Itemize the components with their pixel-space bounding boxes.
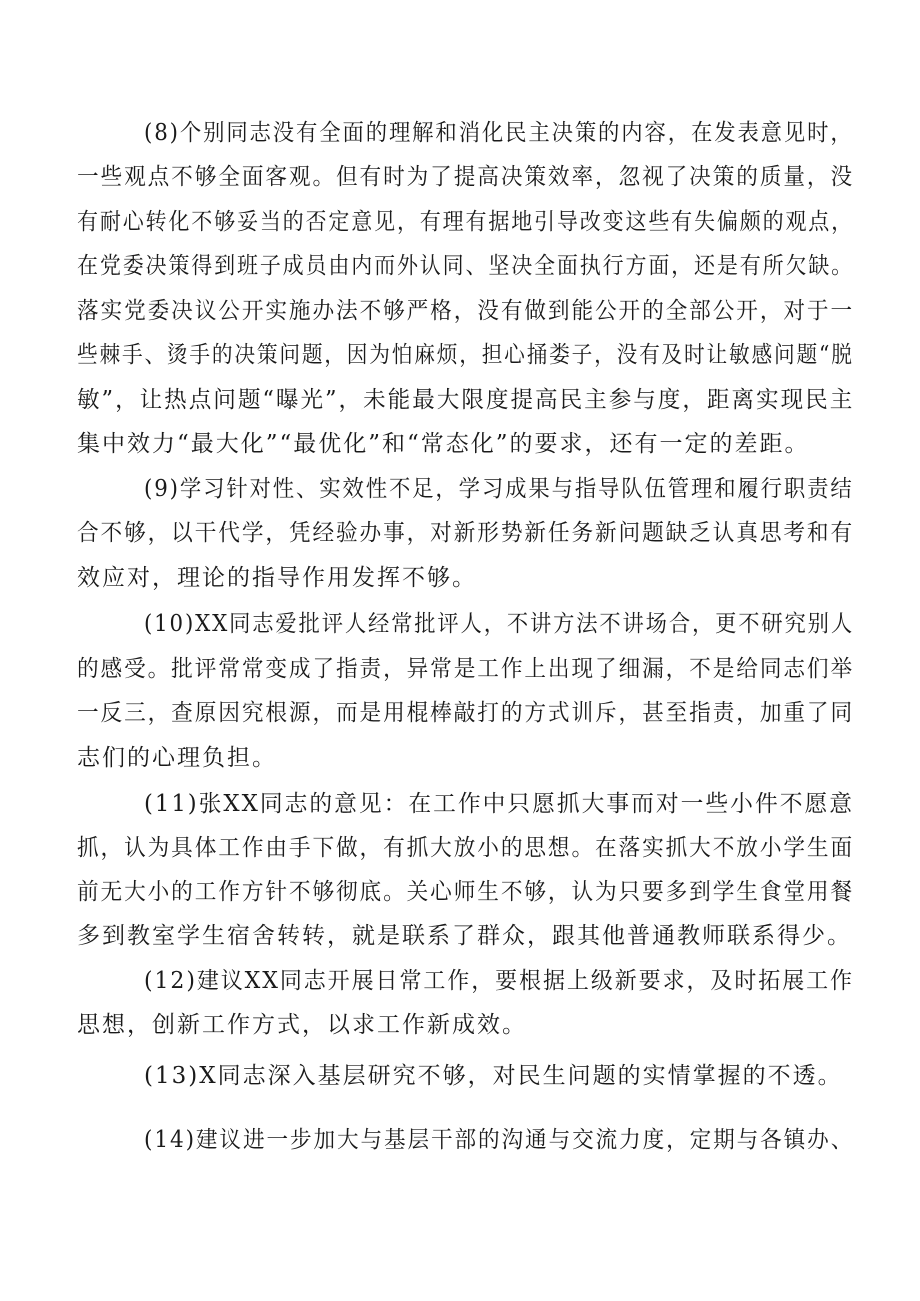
paragraph-9-line-1: (9)学习针对性、实效性不足，学习成果与指导队伍管理和履行职责结	[144, 476, 854, 502]
paragraph-10-line-1: (10)XX同志爱批评人经常批评人，不讲方法不讲场合，更不研究别人	[144, 611, 854, 637]
paragraph-11-line-1: (11)张XX同志的意见：在工作中只愿抓大事而对一些小件不愿意	[144, 791, 854, 817]
paragraph-10-line-3: 一反三，查原因究根源，而是用棍棒敲打的方式训斥，甚至指责，加重了同	[77, 700, 854, 726]
paragraph-8-line-2: 一些观点不够全面客观。但有时为了提高决策效率，忽视了决策的质量，没	[77, 164, 854, 190]
paragraph-8-line-4: 在党委决策得到班子成员由内而外认同、坚决全面执行方面，还是有所欠缺。	[77, 253, 854, 279]
paragraph-8-line-7: 敏”，让热点问题“曝光”，未能最大限度提高民主参与度，距离实现民主	[77, 387, 855, 413]
paragraph-9-line-2: 合不够，以干代学，凭经验办事，对新形势新任务新问题缺乏认真思考和有	[77, 520, 854, 546]
paragraph-11-line-2: 抓，认为具体工作由手下做，有抓大放小的思想。在落实抓大不放小学生面	[77, 835, 854, 861]
paragraph-8-line-3: 有耐心转化不够妥当的否定意见，有理有据地引导改变这些有失偏颇的观点，	[77, 209, 854, 235]
paragraph-8-line-6: 些棘手、烫手的决策问题，因为怕麻烦，担心捅娄子，没有及时让敏感问题“脱	[77, 342, 854, 368]
paragraph-8-line-5: 落实党委决议公开实施办法不够严格，没有做到能公开的全部公开，对于一	[77, 298, 854, 324]
paragraph-12-line-2: 思想，创新工作方式，以求工作新成效。	[77, 1012, 527, 1038]
paragraph-10-line-4: 志们的心理负担。	[77, 745, 277, 771]
paragraph-11-line-4: 多到教室学生宿舍转转，就是联系了群众，跟其他普通教师联系得少。	[77, 923, 852, 949]
paragraph-8-line-8: 集中效力“最大化”“最优化”和“常态化”的要求，还有一定的差距。	[77, 431, 810, 457]
paragraph-10-line-2: 的感受。批评常常变成了指责，异常是工作上出现了细漏，不是给同志们举	[77, 656, 854, 682]
paragraph-13-line-1: (13)X同志深入基层研究不够，对民生问题的实情掌握的不透。	[144, 1063, 843, 1089]
paragraph-14-line-1: (14)建议进一步加大与基层干部的沟通与交流力度，定期与各镇办、	[144, 1127, 855, 1153]
paragraph-9-line-3: 效应对，理论的指导作用发挥不够。	[77, 565, 477, 591]
paragraph-8-line-1: (8)个别同志没有全面的理解和消化民主决策的内容，在发表意见时，	[144, 120, 854, 146]
paragraph-11-line-3: 前无大小的工作方针不够彻底。关心师生不够，认为只要多到学生食堂用餐	[77, 879, 854, 905]
paragraph-12-line-1: (12)建议XX同志开展日常工作，要根据上级新要求，及时拓展工作	[144, 968, 854, 994]
